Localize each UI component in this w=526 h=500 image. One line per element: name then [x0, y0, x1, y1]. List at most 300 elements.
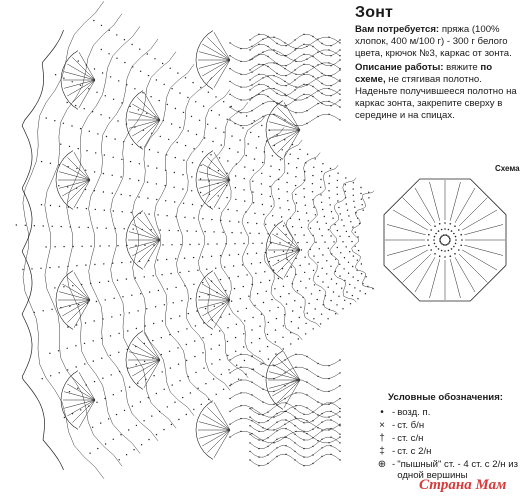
scheme-chain-dot	[319, 248, 320, 249]
scheme-chain-dot	[276, 93, 277, 94]
scheme-chain-dot	[352, 266, 353, 267]
scheme-chain-dot	[76, 188, 77, 189]
scheme-chain-dot	[357, 218, 358, 219]
scheme-chain-dot	[240, 125, 241, 126]
scheme-chain-dot	[169, 334, 170, 335]
scheme-chain-dot	[321, 103, 322, 104]
scheme-chain-dot	[306, 420, 307, 421]
scheme-chain-dot	[148, 439, 149, 440]
scheme-chain-dot	[297, 290, 298, 291]
scheme-chain-dot	[158, 290, 159, 291]
scheme-chain-dot	[339, 59, 340, 60]
scheme-chain-dot	[317, 221, 318, 222]
scheme-chain-dot	[276, 447, 277, 448]
scheme-chain-dot	[153, 275, 154, 276]
scheme-chain-dot	[284, 68, 285, 69]
scheme-chain-dot	[55, 74, 56, 75]
scheme-chain-dot	[132, 66, 133, 67]
scheme-chain-dot	[253, 369, 254, 370]
scheme-chain-dot	[259, 351, 260, 352]
scheme-chain-dot	[234, 123, 235, 124]
scheme-chain-dot	[101, 358, 102, 359]
scheme-chain-dot	[282, 268, 283, 269]
scheme-chain-dot	[331, 253, 332, 254]
scheme-chain-dot	[306, 212, 307, 213]
scheme-chain-dot	[144, 361, 145, 362]
scheme-stitch-line	[199, 430, 230, 438]
legend-title: Условные обозначения:	[388, 392, 503, 403]
scheme-chain-dot	[178, 419, 179, 420]
scheme-chain-dot	[295, 367, 296, 368]
scheme-chain-dot	[460, 245, 462, 247]
scheme-chain-dot	[275, 341, 276, 342]
scheme-chain-dot	[123, 141, 124, 142]
scheme-chain-dot	[229, 314, 230, 315]
scheme-chain-dot	[153, 375, 154, 376]
scheme-chain-dot	[428, 234, 430, 236]
scheme-chain-dot	[254, 213, 255, 214]
scheme-chain-dot	[190, 392, 191, 393]
scheme-chain-dot	[103, 263, 104, 264]
scheme-chain-dot	[133, 228, 134, 229]
scheme-chain-dot	[262, 90, 263, 91]
scheme-chain-dot	[261, 173, 262, 174]
scheme-chain-dot	[312, 183, 313, 184]
scheme-chain-dot	[93, 20, 94, 21]
scheme-chain-dot	[320, 323, 321, 324]
scheme-chain-dot	[94, 320, 95, 321]
scheme-chain-dot	[350, 303, 351, 304]
scheme-chain-dot	[108, 418, 109, 419]
scheme-chain-dot	[156, 199, 157, 200]
scheme-chain-dot	[251, 433, 252, 434]
scheme-chain-dot	[194, 340, 195, 341]
scheme-chain-dot	[344, 300, 345, 301]
scheme-chain-dot	[85, 170, 86, 171]
scheme-chain-dot	[321, 43, 322, 44]
scheme-chain-dot	[297, 158, 298, 159]
scheme-chain-dot	[54, 246, 55, 247]
scheme-chain-dot	[211, 281, 212, 282]
scheme-chain-dot	[276, 430, 277, 431]
scheme-chain-dot	[339, 69, 340, 70]
scheme-chain-dot	[186, 344, 187, 345]
scheme-chain-dot	[357, 280, 358, 281]
scheme-chain-dot	[178, 364, 179, 365]
scheme-chain-dot	[216, 292, 217, 293]
scheme-chain-dot	[96, 301, 97, 302]
scheme-chain-dot	[106, 228, 107, 229]
scheme-chain-dot	[303, 74, 304, 75]
scheme-chain-dot	[245, 211, 246, 212]
scheme-stitch-line	[199, 172, 230, 180]
scheme-chain-dot	[295, 125, 296, 126]
scheme-chain-dot	[150, 96, 151, 97]
scheme-chain-dot	[278, 260, 279, 261]
scheme-chain-dot	[439, 223, 441, 225]
legend	[374, 392, 524, 481]
materials-paragraph	[355, 24, 523, 60]
scheme-chain-dot	[328, 190, 329, 191]
scheme-stitch-line	[462, 250, 497, 270]
scheme-chain-dot	[322, 268, 323, 269]
scheme-chain-dot	[284, 42, 285, 43]
scheme-chain-dot	[191, 176, 192, 177]
scheme-stitch-line	[64, 392, 95, 400]
scheme-chain-dot	[208, 92, 209, 93]
scheme-chain-dot	[140, 213, 141, 214]
scheme-chain-dot	[257, 293, 258, 294]
scheme-chain-dot	[288, 242, 289, 243]
scheme-label: Схема	[495, 164, 520, 173]
scheme-chain-dot	[156, 393, 157, 394]
scheme-chain-dot	[267, 36, 268, 37]
scheme-chain-dot	[328, 229, 329, 230]
scheme-chain-dot	[287, 259, 288, 260]
scheme-chain-dot	[251, 59, 252, 60]
scheme-stitch-line	[64, 80, 95, 88]
scheme-chain-dot	[341, 219, 342, 220]
scheme-chain-dot	[175, 216, 176, 217]
scheme-chain-dot	[427, 239, 429, 241]
scheme-chain-dot	[203, 106, 204, 107]
double-crochet-symbol-icon: †	[379, 433, 385, 444]
scheme-chain-dot	[322, 209, 323, 210]
scheme-chain-dot	[106, 136, 107, 137]
scheme-chain-dot	[330, 204, 331, 205]
method-text-start: вяжите	[446, 62, 478, 73]
scheme-chain-dot	[249, 451, 250, 452]
scheme-chain-dot	[313, 328, 314, 329]
scheme-chain-dot	[116, 34, 117, 35]
scheme-chain-dot	[292, 250, 293, 251]
scheme-chain-dot	[109, 30, 110, 31]
scheme-stitch-line	[269, 380, 300, 388]
scheme-chain-dot	[306, 369, 307, 370]
scheme-chain-dot	[339, 94, 340, 95]
scheme-chain-dot	[105, 95, 106, 96]
scheme-chain-dot	[242, 264, 243, 265]
scheme-chain-dot	[304, 180, 305, 181]
scheme-chain-dot	[205, 308, 206, 309]
scheme-chain-dot	[312, 46, 313, 47]
scheme-chain-dot	[285, 95, 286, 96]
scheme-chain-dot	[258, 44, 259, 45]
scheme-chain-dot	[186, 360, 187, 361]
scheme-chain-dot	[328, 37, 329, 38]
legend-item-text: ст. с/н	[397, 433, 424, 444]
scheme-chain-dot	[294, 300, 295, 301]
scheme-chain-dot	[166, 154, 167, 155]
scheme-chain-dot	[230, 384, 231, 385]
scheme-chain-dot	[235, 337, 236, 338]
scheme-chain-dot	[288, 163, 289, 164]
scheme-chain-dot	[119, 371, 120, 372]
scheme-chain-dot	[78, 304, 79, 305]
scheme-chain-dot	[333, 241, 334, 242]
scheme-chain-dot	[251, 110, 252, 111]
scheme-stitch-line	[415, 257, 435, 292]
scheme-chain-dot	[212, 319, 213, 320]
scheme-chain-dot	[302, 297, 303, 298]
scheme-chain-dot	[207, 124, 208, 125]
scheme-chain-dot	[208, 399, 209, 400]
scheme-chain-dot	[227, 160, 228, 161]
scheme-chain-dot	[283, 348, 284, 349]
scheme-chain-dot	[295, 112, 296, 113]
scheme-chain-dot	[209, 181, 210, 182]
scheme-chain-dot	[94, 190, 95, 191]
scheme-chain-dot	[205, 383, 206, 384]
scheme-chain-dot	[278, 179, 279, 180]
scheme-chain-dot	[84, 343, 85, 344]
scheme-chain-dot	[339, 99, 340, 100]
scheme-chain-dot	[203, 322, 204, 323]
scheme-chain-dot	[243, 346, 244, 347]
scheme-chain-dot	[270, 196, 271, 197]
scheme-chain-dot	[304, 196, 305, 197]
scheme-chain-dot	[303, 234, 304, 235]
scheme-chain-dot	[256, 147, 257, 148]
puff-stitch-symbol-icon: ⊕	[377, 459, 387, 470]
scheme-stitch-line	[455, 188, 475, 223]
scheme-chain-dot	[330, 266, 331, 267]
scheme-chain-dot	[179, 315, 180, 316]
scheme-chain-dot	[339, 68, 340, 69]
scheme-chain-dot	[234, 288, 235, 289]
scheme-chain-dot	[251, 71, 252, 72]
scheme-chain-dot	[347, 210, 348, 211]
scheme-stitch-line	[450, 182, 460, 221]
scheme-chain-dot	[113, 99, 114, 100]
scheme-chain-dot	[339, 42, 340, 43]
scheme-chain-dot	[219, 208, 220, 209]
scheme-chain-dot	[324, 216, 325, 217]
scheme-chain-dot	[234, 243, 235, 244]
scheme-chain-dot	[285, 445, 286, 446]
scheme-chain-dot	[243, 243, 244, 244]
scheme-chain-dot	[156, 167, 157, 168]
scheme-chain-dot	[256, 223, 257, 224]
scheme-chain-dot	[92, 111, 93, 112]
scheme-chain-dot	[218, 195, 219, 196]
scheme-chain-dot	[300, 265, 301, 266]
scheme-chain-dot	[294, 425, 295, 426]
scheme-chain-dot	[193, 148, 194, 149]
scheme-chain-dot	[444, 222, 446, 224]
scheme-chain-dot	[81, 284, 82, 285]
scheme-chain-dot	[129, 386, 130, 387]
scheme-chain-dot	[301, 227, 302, 228]
scheme-chain-dot	[193, 284, 194, 285]
scheme-chain-dot	[77, 207, 78, 208]
scheme-chain-dot	[262, 103, 263, 104]
scheme-chain-dot	[295, 194, 296, 195]
scheme-chain-dot	[273, 101, 274, 102]
scheme-chain-dot	[270, 176, 271, 177]
scheme-chain-dot	[144, 325, 145, 326]
scheme-chain-dot	[89, 453, 90, 454]
scheme-chain-dot	[227, 119, 228, 120]
scheme-chain-dot	[317, 363, 318, 364]
scheme-chain-dot	[366, 276, 367, 277]
scheme-chain-dot	[353, 188, 354, 189]
scheme-chain-dot	[258, 431, 259, 432]
scheme-stitch-line	[129, 352, 160, 360]
scheme-chain-dot	[284, 94, 285, 95]
scheme-chain-dot	[227, 341, 228, 342]
scheme-chain-dot	[63, 246, 64, 247]
scheme-chain-dot	[294, 234, 295, 235]
scheme-chain-dot	[140, 293, 141, 294]
scheme-stitch-line	[199, 52, 230, 60]
scheme-chain-dot	[76, 324, 77, 325]
scheme-chain-dot	[59, 164, 60, 165]
scheme-chain-dot	[273, 62, 274, 63]
scheme-chain-dot	[172, 384, 173, 385]
scheme-chain-dot	[355, 246, 356, 247]
scheme-chain-dot	[300, 281, 301, 282]
scheme-chain-dot	[306, 46, 307, 47]
scheme-chain-dot	[78, 60, 79, 61]
scheme-chain-dot	[184, 217, 185, 218]
scheme-chain-dot	[112, 175, 113, 176]
scheme-stitch-line	[464, 225, 503, 235]
scheme-chain-dot	[322, 281, 323, 282]
scheme-chain-dot	[84, 363, 85, 364]
scheme-chain-dot	[330, 454, 331, 455]
scheme-chain-dot	[211, 334, 212, 335]
scheme-chain-dot	[294, 99, 295, 100]
scheme-chain-dot	[84, 108, 85, 109]
scheme-chain-dot	[320, 179, 321, 180]
scheme-chain-dot	[305, 323, 306, 324]
scheme-chain-dot	[226, 173, 227, 174]
scheme-chain-dot	[249, 425, 250, 426]
scheme-chain-dot	[145, 379, 146, 380]
scheme-chain-dot	[249, 434, 250, 435]
scheme-chain-dot	[261, 314, 262, 315]
scheme-chain-dot	[281, 216, 282, 217]
scheme-chain-dot	[349, 251, 350, 252]
scheme-chain-dot	[244, 320, 245, 321]
scheme-chain-dot	[16, 224, 17, 225]
scheme-chain-dot	[294, 408, 295, 409]
scheme-chain-dot	[262, 77, 263, 78]
scheme-chain-dot	[439, 239, 441, 241]
scheme-stitch-line	[198, 102, 248, 378]
scheme-chain-dot	[34, 312, 35, 313]
scheme-chain-dot	[258, 233, 259, 234]
scheme-chain-dot	[140, 71, 141, 72]
scheme-chain-dot	[278, 278, 279, 279]
scheme-chain-dot	[151, 229, 152, 230]
scheme-chain-dot	[202, 337, 203, 338]
scheme-chain-dot	[345, 191, 346, 192]
scheme-chain-dot	[330, 402, 331, 403]
scheme-chain-dot	[104, 210, 105, 211]
scheme-chain-dot	[245, 374, 246, 375]
scheme-chain-dot	[210, 206, 211, 207]
scheme-chain-dot	[453, 246, 455, 248]
scheme-chain-dot	[223, 132, 224, 133]
scheme-chain-dot	[132, 406, 133, 407]
scheme-chain-dot	[229, 398, 230, 399]
scheme-chain-dot	[251, 394, 252, 395]
scheme-chain-dot	[113, 157, 114, 158]
scheme-chain-dot	[76, 168, 77, 169]
scheme-chain-dot	[339, 416, 340, 417]
scheme-chain-dot	[312, 191, 313, 192]
scheme-chain-dot	[200, 165, 201, 166]
scheme-chain-dot	[182, 188, 183, 189]
scheme-chain-dot	[283, 251, 284, 252]
scheme-chain-dot	[213, 378, 214, 379]
scheme-chain-dot	[25, 225, 26, 226]
scheme-chain-dot	[31, 268, 32, 269]
scheme-chain-dot	[226, 185, 227, 186]
scheme-chain-dot	[216, 243, 217, 244]
scheme-chain-dot	[173, 187, 174, 188]
scheme-chain-dot	[446, 244, 448, 246]
scheme-chain-dot	[110, 335, 111, 336]
scheme-chain-dot	[95, 209, 96, 210]
scheme-chain-dot	[254, 158, 255, 159]
scheme-chain-dot	[96, 92, 97, 93]
scheme-chain-dot	[180, 244, 181, 245]
scheme-chain-dot	[94, 264, 95, 265]
scheme-chain-dot	[238, 254, 239, 255]
scheme-chain-dot	[179, 127, 180, 128]
scheme-chain-dot	[185, 145, 186, 146]
scheme-chain-dot	[171, 88, 172, 89]
scheme-chain-dot	[266, 291, 267, 292]
scheme-chain-dot	[258, 439, 259, 440]
scheme-chain-dot	[326, 223, 327, 224]
scheme-chain-dot	[136, 425, 137, 426]
scheme-chain-dot	[430, 249, 432, 251]
scheme-chain-dot	[170, 273, 171, 274]
scheme-chain-dot	[94, 171, 95, 172]
scheme-chain-dot	[273, 391, 274, 392]
scheme-chain-dot	[166, 215, 167, 216]
scheme-chain-dot	[339, 459, 340, 460]
scheme-chain-dot	[304, 257, 305, 258]
scheme-chain-dot	[325, 295, 326, 296]
scheme-chain-dot	[195, 325, 196, 326]
scheme-chain-dot	[124, 62, 125, 63]
scheme-chain-dot	[120, 314, 121, 315]
scheme-chain-dot	[196, 231, 197, 232]
scheme-chain-dot	[339, 451, 340, 452]
scheme-chain-dot	[328, 442, 329, 443]
scheme-chain-dot	[209, 194, 210, 195]
scheme-chain-dot	[67, 348, 68, 349]
scheme-chain-dot	[252, 243, 253, 244]
method-emphasis: по схеме,	[355, 62, 493, 85]
scheme-chain-dot	[149, 149, 150, 150]
scheme-chain-dot	[163, 429, 164, 430]
scheme-chain-dot	[79, 227, 80, 228]
scheme-chain-dot	[285, 454, 286, 455]
scheme-chain-dot	[361, 199, 362, 200]
scheme-chain-dot	[312, 411, 313, 412]
scheme-chain-dot	[157, 152, 158, 153]
scheme-chain-dot	[211, 348, 212, 349]
scheme-chain-dot	[313, 207, 314, 208]
scheme-chain-dot	[129, 195, 130, 196]
scheme-chain-dot	[130, 161, 131, 162]
